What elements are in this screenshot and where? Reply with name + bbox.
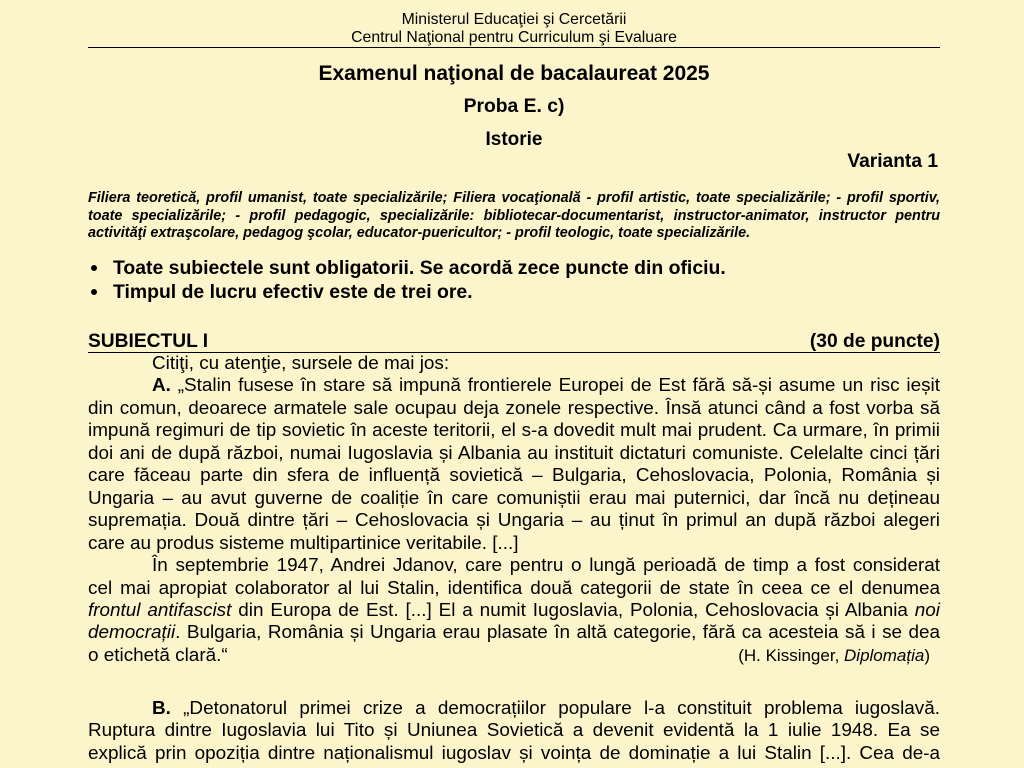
source-a-line: doi ani de după război, numai Iugoslavia și Albania au instituit dictaturi comuniste. Celelalte cinci țări <box>88 442 940 464</box>
source-a-line: din comun, deoarece armatele sale ocupau deja zonele respective. Însă atunci când a fost vorba să <box>88 397 940 419</box>
source-a-line <box>88 600 940 622</box>
applicability-line: activităţi extraşcolare, pedagog şcolar, educator-puericultor; - profil teologic, toate specializările. <box>88 225 751 241</box>
source-b <box>88 698 940 765</box>
subject-points: (30 de puncte) <box>809 331 940 352</box>
citation-close: ) <box>924 645 930 665</box>
source-a-line: cel mai apropiat colaborator al lui Stalin, identifica două categorii de state în ceea ce el denumea <box>88 577 940 599</box>
sources-intro: Citiţi, cu atenţie, sursele de mai jos: <box>152 353 450 374</box>
emphasized-text: frontul antifascist <box>88 599 232 621</box>
instruction-text: Toate subiectele sunt obligatorii. Se acordă zece puncte din oficiu. <box>113 257 726 279</box>
instruction-item <box>88 280 940 304</box>
source-a-text: din Europa de Est. [...] El a numit Iugoslavia, Polonia, Cehoslovacia și Albania <box>231 599 915 621</box>
subject-heading <box>88 332 940 353</box>
source-a-text: . Bulgaria, România și Ungaria erau plasate în altă categorie, fără ca acesteia să i se dea <box>175 622 940 644</box>
exam-variant: Varianta 1 <box>847 151 938 172</box>
bullet-icon <box>91 289 97 295</box>
source-a-line: care au produs sisteme multipartinice veritabile. [...] <box>88 532 519 554</box>
citation-work: Diplomația <box>844 645 925 665</box>
ministry-name: Ministerul Educaţiei şi Cercetării <box>401 11 627 28</box>
citation-author: (H. Kissinger, <box>738 645 845 665</box>
source-a-line: impună regimuri de tip sovietic în aceste teritorii, el s-a dovedit mult mai prudent. Ca urmare, în primii <box>88 420 940 442</box>
source-b-line <box>88 698 940 720</box>
applicability-line: toate specializările; - profil pedagogic, specializările: bibliotecar-documentarist, instructor-animator, instructor pentru <box>88 207 940 224</box>
source-a-line: supremația. Două dintre țări – Cehoslovacia și Ungaria – au ținut în primul an după război alegeri <box>88 510 940 532</box>
emphasized-text: noi <box>914 599 941 621</box>
bullet-icon <box>91 265 97 271</box>
source-b-label: B. <box>152 697 171 719</box>
source-b-line: Ruptura dintre Iugoslavia lui Tito și Uniunea Sovietică a devenit evidentă la 1 iulie 1948. Ea se <box>88 720 940 742</box>
source-a-text: o etichetă clară.“ <box>88 644 228 666</box>
exam-test: Proba E. c) <box>463 96 565 117</box>
source-a <box>88 375 940 667</box>
exam-title: Examenul naţional de bacalaureat 2025 <box>318 62 710 85</box>
source-a-line: care făceau parte din sfera de influență sovietică – Bulgaria, Cehoslovacia, Polonia, România și <box>88 465 940 487</box>
source-a-line <box>88 622 940 644</box>
source-a-line <box>88 375 940 397</box>
source-a-line: În septembrie 1947, Andrei Jdanov, care pentru o lungă perioadă de timp a fost considerat <box>152 555 940 577</box>
source-a-line <box>88 645 940 667</box>
source-a-text: „Stalin fusese în stare să impună frontierele Europei de Est fără să-și asume un risc ieșit <box>177 375 940 397</box>
exam-page <box>88 0 940 765</box>
instruction-text: Timpul de lucru efectiv este de trei ore. <box>113 281 473 303</box>
emphasized-text: democrații <box>88 622 176 644</box>
document-header <box>88 0 940 48</box>
exam-subject: Istorie <box>485 129 543 150</box>
instruction-item <box>88 256 940 280</box>
source-a-label: A. <box>152 375 171 397</box>
source-a-citation <box>738 645 940 667</box>
instructions-list <box>88 256 940 304</box>
applicability-line: Filiera teoretică, profil umanist, toate specializările; Filiera vocaţională - profil artistic, toate specializările; - profil sportiv, <box>88 190 940 206</box>
evaluation-center-name: Centrul Naţional pentru Curriculum şi Evaluare <box>351 29 677 46</box>
source-b-line: explică prin opoziția dintre naționalismul iugoslav și voința de dominație a lui Stalin [...]. Cea de-a <box>88 742 940 764</box>
subject-title: SUBIECTUL I <box>88 331 209 352</box>
applicability-note <box>88 190 940 243</box>
source-a-line: Ungaria – au avut guverne de coaliție în care comuniștii erau mai puternici, dar încă nu dețineau <box>88 487 940 509</box>
source-b-text: „Detonatorul primei crize a democrațiilor populare l-a constituit problema iugoslavă. <box>183 697 940 719</box>
sources <box>88 353 940 765</box>
